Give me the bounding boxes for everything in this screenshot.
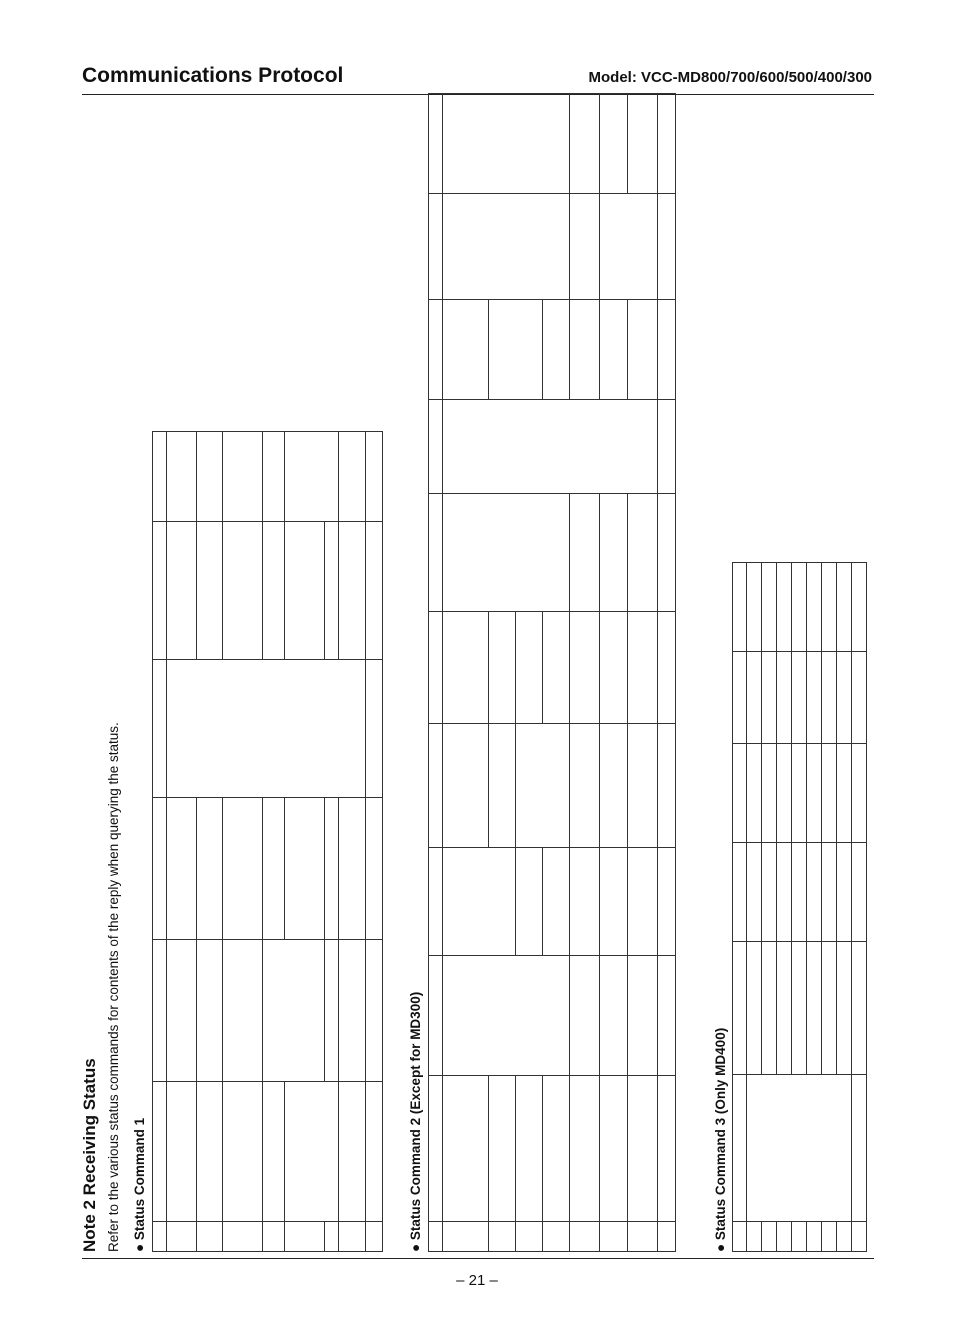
table-cell (792, 563, 807, 652)
column-header (153, 432, 167, 522)
table-cell (777, 941, 792, 1074)
table-cell (570, 494, 600, 612)
table-row (167, 432, 197, 1252)
table-row (223, 432, 263, 1252)
table-cell (167, 432, 197, 522)
table-cell (339, 940, 366, 1082)
bit-label (167, 1222, 197, 1252)
table-cell (822, 843, 837, 942)
table-cell (489, 724, 516, 848)
table-cell (658, 848, 676, 956)
table-cell (570, 724, 600, 848)
table-cell (658, 400, 676, 494)
table-cell (197, 1082, 223, 1222)
table-cell (543, 612, 570, 724)
table-cell (263, 432, 285, 522)
table-cell (600, 94, 628, 194)
column-header (733, 941, 747, 1074)
column-header (429, 724, 443, 848)
column-header (153, 1222, 167, 1252)
column-header (733, 1221, 747, 1251)
table-cell (852, 843, 867, 942)
table-cell (197, 432, 223, 522)
page-header-model: Model: VCC-MD800/700/600/500/400/300 (588, 69, 872, 86)
table-cell (600, 494, 628, 612)
table-cell (600, 848, 628, 956)
table-cell (339, 522, 366, 660)
column-header (733, 651, 747, 744)
bit-label (339, 1222, 366, 1252)
table-cell (443, 848, 516, 956)
table-cell (167, 522, 197, 660)
bit-label (747, 1221, 762, 1251)
table-cell (792, 651, 807, 744)
table-cell (658, 612, 676, 724)
table-cell (762, 744, 777, 843)
table-cell (628, 956, 658, 1076)
table-cell (600, 724, 628, 848)
column-header (429, 194, 443, 300)
table-cell (852, 563, 867, 652)
table-cell (628, 94, 658, 194)
table-cell (837, 941, 852, 1074)
table-cell (852, 941, 867, 1074)
table-cell (658, 494, 676, 612)
table-cell (197, 522, 223, 660)
table-cell (658, 194, 676, 300)
table-cell (570, 300, 600, 400)
status-command-3-table (732, 562, 867, 1252)
table-cell (443, 494, 570, 612)
table-cell (223, 940, 263, 1082)
table-cell (628, 300, 658, 400)
table-cell (263, 522, 285, 660)
table-cell (600, 956, 628, 1076)
table-cell (167, 660, 366, 798)
table-cell (822, 744, 837, 843)
table-cell (570, 1076, 600, 1222)
table-cell (852, 651, 867, 744)
table-row (600, 94, 628, 1252)
bit-label (443, 1222, 489, 1252)
bit-label (223, 1222, 263, 1252)
table-cell (792, 941, 807, 1074)
table-cell (263, 798, 285, 940)
column-header (733, 563, 747, 652)
page-number: – 21 – (456, 1272, 498, 1289)
bit-label (570, 1222, 600, 1252)
table-cell (325, 522, 339, 660)
bit-label (197, 1222, 223, 1252)
column-header (429, 400, 443, 494)
bit-label (807, 1221, 822, 1251)
table-cell (747, 744, 762, 843)
table-cell (600, 612, 628, 724)
column-header (733, 843, 747, 942)
bit-label (543, 1222, 570, 1252)
table-cell (197, 940, 223, 1082)
column-header (429, 494, 443, 612)
table-cell (600, 194, 658, 300)
table-cell (628, 612, 658, 724)
table-cell (366, 798, 383, 940)
table-cell (443, 724, 489, 848)
table-cell (658, 724, 676, 848)
bit-label (837, 1221, 852, 1251)
table-cell (516, 848, 543, 956)
table-cell (628, 724, 658, 848)
table-cell (489, 612, 516, 724)
table-cell (443, 1076, 489, 1222)
table-cell (543, 1076, 570, 1222)
table-cell (658, 956, 676, 1076)
table-cell (570, 194, 600, 300)
bit-label (777, 1221, 792, 1251)
table-cell (516, 1076, 543, 1222)
bit-label (852, 1221, 867, 1251)
table-cell (600, 1076, 628, 1222)
column-header (733, 744, 747, 843)
table-cell (822, 563, 837, 652)
table-cell (443, 94, 570, 194)
table-cell (516, 612, 543, 724)
table-cell (223, 522, 263, 660)
table-cell (852, 744, 867, 843)
bit-label (628, 1222, 658, 1252)
table-cell (443, 956, 570, 1076)
table-cell (325, 798, 339, 940)
table-cell (762, 941, 777, 1074)
column-header (429, 1222, 443, 1252)
table-cell (658, 94, 676, 194)
table-cell (762, 563, 777, 652)
table-cell (443, 300, 489, 400)
section-title-cmd3-text: Status Command 3 (Only MD400) (713, 1027, 728, 1241)
table-cell (543, 848, 570, 956)
table-cell (366, 660, 383, 798)
table-cell (167, 1082, 197, 1222)
table-cell (792, 744, 807, 843)
table-cell (777, 563, 792, 652)
table-cell (762, 651, 777, 744)
table-cell (792, 843, 807, 942)
note-title: Note 2 Receiving Status (80, 1058, 99, 1252)
table-cell (807, 563, 822, 652)
table-cell (570, 94, 600, 194)
footer-divider (82, 1258, 874, 1259)
table-cell (489, 1076, 516, 1222)
column-header (429, 94, 443, 194)
table-cell (628, 1076, 658, 1222)
table-cell (747, 651, 762, 744)
table-cell (852, 1074, 867, 1221)
table-cell (807, 744, 822, 843)
column-header (153, 940, 167, 1082)
table-cell (285, 1082, 339, 1222)
table-cell (223, 1082, 263, 1222)
table-cell (777, 744, 792, 843)
section-title-cmd3: ● Status Command 3 (Only MD400) (713, 1027, 728, 1252)
table-row (852, 563, 867, 1252)
table-cell (570, 956, 600, 1076)
table-row (443, 94, 489, 1252)
table-cell (658, 300, 676, 400)
bit-label (263, 1222, 285, 1252)
table-cell (747, 563, 762, 652)
table-cell (325, 940, 339, 1082)
table-row (339, 432, 366, 1252)
table-cell (837, 651, 852, 744)
table-cell (285, 522, 325, 660)
table-cell (263, 1082, 285, 1222)
table-cell (570, 612, 600, 724)
page-header-title: Communications Protocol (82, 64, 344, 87)
table-cell (822, 651, 837, 744)
table-cell (837, 843, 852, 942)
bit-label (792, 1221, 807, 1251)
table-cell (807, 651, 822, 744)
table-cell (366, 522, 383, 660)
table-cell (443, 194, 570, 300)
section-title-cmd2-text: Status Command 2 (Except for MD300) (408, 991, 423, 1241)
bit-label (822, 1221, 837, 1251)
table-row (747, 563, 762, 1252)
bit-label (516, 1222, 543, 1252)
table-cell (339, 798, 366, 940)
bit-label (658, 1222, 676, 1252)
table-cell (837, 744, 852, 843)
table-row (658, 94, 676, 1252)
table-cell (443, 612, 489, 724)
table-cell (263, 940, 325, 1082)
status-command-1-table (152, 431, 383, 1252)
table-cell (339, 432, 366, 522)
table-cell (339, 1082, 366, 1222)
table-cell (223, 432, 263, 522)
column-header (153, 522, 167, 660)
table-cell (167, 798, 197, 940)
table-row (285, 432, 325, 1252)
table-cell (837, 563, 852, 652)
table-cell (747, 941, 762, 1074)
table-cell (807, 843, 822, 942)
bit-label (325, 1222, 339, 1252)
table-cell (197, 798, 223, 940)
column-header (153, 660, 167, 798)
column-header (153, 1082, 167, 1222)
table-cell (762, 843, 777, 942)
table-cell (777, 651, 792, 744)
rotated-content (80, 102, 875, 1252)
table-cell (167, 940, 197, 1082)
table-cell (366, 432, 383, 522)
table-cell (822, 941, 837, 1074)
table-row (366, 432, 383, 1252)
table-cell (443, 400, 658, 494)
column-header (429, 848, 443, 956)
section-title-cmd1-text: Status Command 1 (132, 1117, 147, 1241)
table-cell (628, 848, 658, 956)
table-cell (600, 300, 628, 400)
table-cell (516, 724, 570, 848)
table-cell (658, 1076, 676, 1222)
bit-label (489, 1222, 516, 1252)
bit-label (285, 1222, 325, 1252)
column-header (153, 798, 167, 940)
table-row (263, 432, 285, 1252)
table-cell (366, 940, 383, 1082)
section-title-cmd2: ● Status Command 2 (Except for MD300) (408, 991, 423, 1252)
column-header (429, 300, 443, 400)
table-cell (628, 494, 658, 612)
status-command-2-table (428, 93, 676, 1252)
column-header (429, 956, 443, 1076)
table-row (570, 94, 600, 1252)
table-cell (777, 843, 792, 942)
table-cell (747, 843, 762, 942)
table-cell (285, 432, 339, 522)
table-cell (285, 798, 325, 940)
bit-label (366, 1222, 383, 1252)
bit-label (762, 1221, 777, 1251)
table-cell (807, 941, 822, 1074)
table-cell (223, 798, 263, 940)
table-cell (543, 300, 570, 400)
table-row (197, 432, 223, 1252)
table-cell (489, 300, 543, 400)
bit-label (600, 1222, 628, 1252)
note-description: Refer to the various status commands for contents of the reply when querying the status. (106, 722, 121, 1252)
table-cell (747, 1074, 852, 1221)
column-header (429, 1076, 443, 1222)
section-title-cmd1: ● Status Command 1 (132, 1117, 147, 1252)
column-header (429, 612, 443, 724)
column-header (733, 1074, 747, 1221)
table-cell (366, 1082, 383, 1222)
table-cell (570, 848, 600, 956)
